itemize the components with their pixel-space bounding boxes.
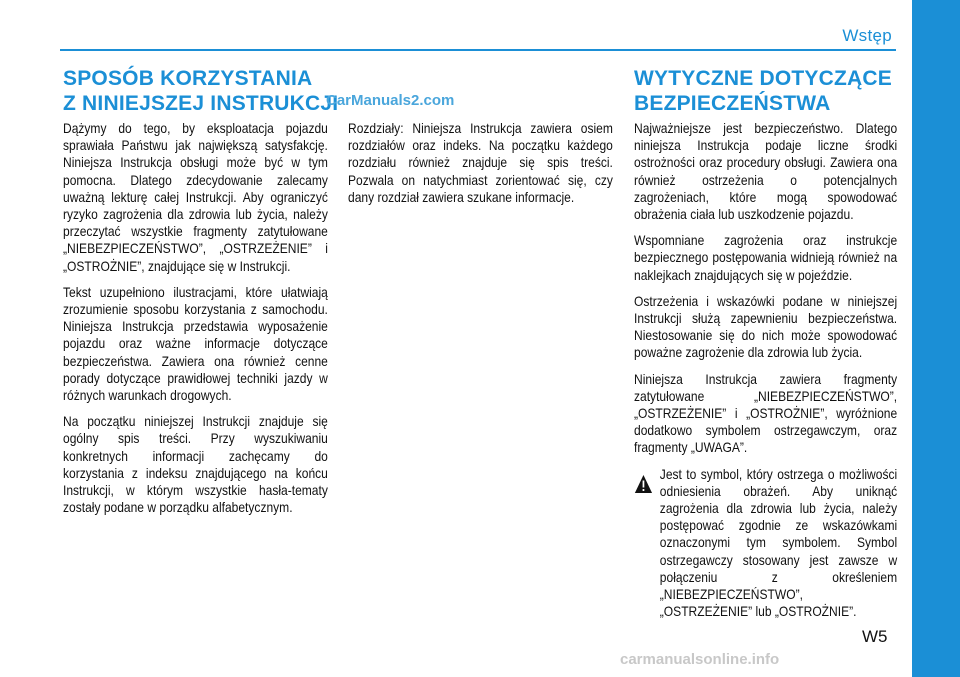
warning-triangle-icon [634,474,653,498]
right-paragraph-4: Niniejsza Instrukcja zawiera fragmenty zatytułowane „NIEBEZPIECZEŃSTWO”, „OSTRZEŻENIE” i „OSTROŻNIE”, wyróżnione dodatkowo symbolem ostrzegawczym, oraz fragmenty „UWAGA”. [634,370,898,456]
warning-text: Jest to symbol, który ostrzega o możliwości odniesienia obrażeń. Aby uniknąć zagrożenia dla zdrowia lub życia, należy postępować zgodnie ze wskazówkami oznaczonymi tym symbolem. Symbol ostrzegawczy stosowany jest zawsze w połączeniu z określeniem „NIEBEZPIECZEŃSTWO”, „OSTRZEŻENIE” lub „OSTROŻNIE”. [659,465,898,620]
right-column [634,120,897,620]
watermark-bottom: carmanualsonline.info [620,651,780,668]
left-heading-line2: Z NINIEJSZEJ INSTRUKCJI [63,92,339,115]
right-paragraph-3: Ostrzeżenia i wskazówki podane w niniejszej Instrukcji służą zapewnieniu bezpieczeństwa. Niestosowanie się do nich może spowodować poważne zagrożenie dla zdrowia lub życia. [634,292,898,361]
left-heading-line1: SPOSÓB KORZYSTANIA [63,67,313,90]
left-heading [63,66,338,116]
left-column [63,120,328,525]
left-paragraph-1: Dążymy do tego, by eksploatacja pojazdu sprawiała Państwu jak największą satysfakcję. Niniejsza Instrukcja obsługi może być w tym pomocna. Dlatego zdecydowanie zalecamy uważną lekturę całej Instrukcji. Aby ograniczyć ryzyko zagrożenia dla zdrowia lub życia, należy przeczytać wszystkie fragmenty zatytułowane „NIEBEZPIECZEŃSTWO”, „OSTRZEŻENIE” i „OSTROŻNIE”, znajdujące się w Instrukcji. [63,120,328,274]
warning-block [634,466,897,621]
left-paragraph-2: Tekst uzupełniono ilustracjami, które ułatwiają zrozumienie sposobu korzystania z samochodu. Niniejsza Instrukcja przedstawia wyposażenie pojazdu oraz ważne informacje dotyczące bezpieczeństwa. Zawiera ona również cenne porady dotyczące prawidłowej techniki jazdy w różnych warunkach drogowych. [63,283,328,404]
right-heading [634,66,892,116]
page-number: W5 [862,627,888,646]
watermark-top: CarManuals2.com [326,92,455,109]
header-rule [60,49,896,51]
right-paragraph-1: Najważniejsze jest bezpieczeństwo. Dlatego niniejsza Instrukcja podaje liczne środki ostrożności oraz procedury obsługi. Zawiera ona również ostrzeżenia o potencjalnych zagrożeniach, które mogą spowodować obrażenia ciała lub uszkodzenie pojazdu. [634,120,898,223]
right-paragraph-2: Wspomniane zagrożenia oraz instrukcje bezpiecznego postępowania widnieją również na naklejkach znajdujących się w pojeździe. [634,232,898,283]
middle-paragraph-1: Rozdziały: Niniejsza Instrukcja zawiera osiem rozdziałów oraz indeks. Na początku każdego rozdziału również znajduje się spis treści. Pozwala on natychmiast zorientować się, czy dany rozdział zawiera szukane informacje. [348,120,613,205]
right-heading-line1: WYTYCZNE DOTYCZĄCE [634,67,892,90]
section-label: Wstęp [842,26,892,45]
page-edge-tab [912,0,960,677]
right-heading-line2: BEZPIECZEŃSTWA [634,92,831,115]
left-paragraph-3: Na początku niniejszej Instrukcji znajduje się ogólny spis treści. Przy wyszukiwaniu konkretnych informacji zachęcamy do korzystania z indeksu znajdującego na końcu Instrukcji, w którym wszystkie hasła-tematy zostały podane w porządku alfabetycznym. [63,413,328,516]
middle-column [348,120,613,215]
